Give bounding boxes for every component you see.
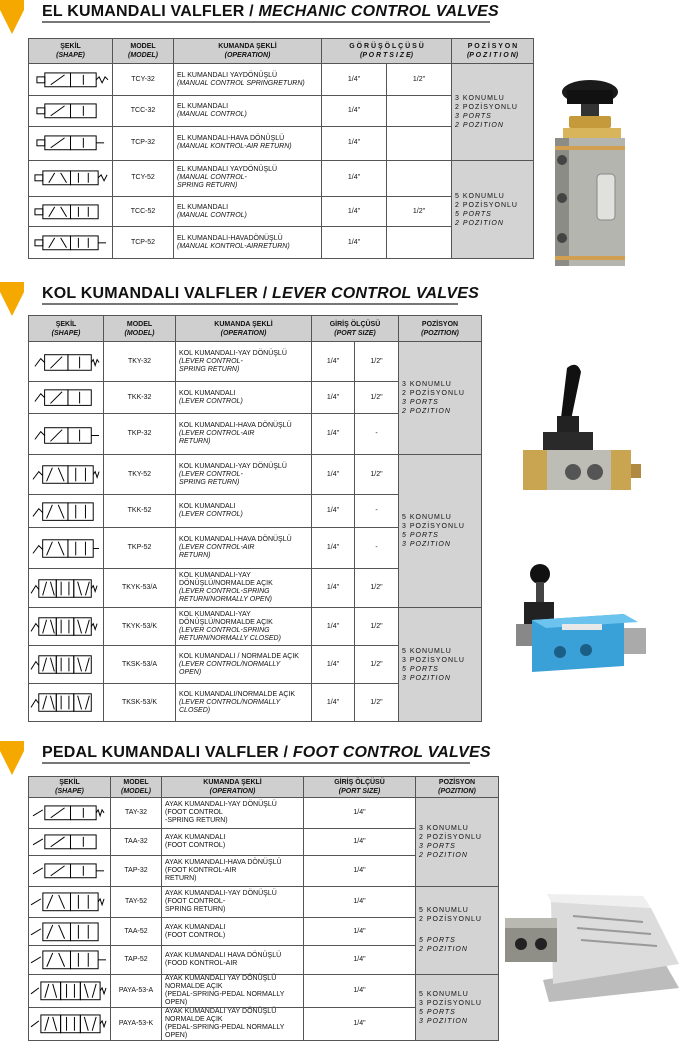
model: TCP-52 [113,227,174,259]
valve-symbol-icon [31,831,108,853]
operation: AYAK KUMANDALI (FOOT CONTROL) [162,829,304,856]
port-size-1: 1/4" [322,96,387,127]
title-rule [42,762,470,764]
valve-symbol [29,96,113,127]
valve-symbol [29,886,111,917]
valve-symbol-icon [31,199,110,225]
col-position: POZİSYON (POZITION) [399,316,482,342]
col-operation: KUMANDA ŞEKLİ (OPERATION) [174,39,322,64]
valve-symbol [29,646,104,684]
section-header-mechanic [0,0,691,28]
table-row [29,342,482,382]
valve-symbol-icon [31,1012,108,1036]
operation: AYAK KUMANDALI-HAVA DÖNÜŞLÜ (FOOT KONTROL-AIR RETURN) [162,855,304,886]
table-row [29,975,499,1008]
port-size-1: 1/4" [312,684,355,722]
section-header-foot [0,741,691,769]
title-tr: EL KUMANDALI VALFLER [42,3,245,20]
operation: KOL KUMANDALI-HAVA DÖNÜŞLÜ (LEVER CONTROL-AIR RETURN) [176,414,312,455]
port-size-2: 1/2" [355,382,399,414]
valve-symbol [29,382,104,414]
accent-bar [0,0,24,10]
model: TKYK-53/K [104,608,176,646]
operation: EL KUMANDALI (MANUAL CONTROL) [174,96,322,127]
lever-valve-blue-image [512,562,652,687]
port-size: 1/4" [304,975,416,1008]
port-size-2: - [355,528,399,569]
valve-symbol-icon [31,418,101,451]
port-size-1: 1/4" [312,382,355,414]
operation: AYAK KUMANDALI YAY DÖNÜŞLÜ NORMALDE AÇIK (PEDAL-SPRING-PEDAL NORMALLY OPEN) [162,975,304,1008]
port-size-1: 1/4" [312,569,355,608]
port-size-2: 1/2" [387,64,452,96]
table-header-row [29,316,482,342]
model: TKP-32 [104,414,176,455]
lever-valves-table [28,315,482,722]
model: TKP-52 [104,528,176,569]
port-size-1: 1/4" [322,64,387,96]
operation: AYAK KUMANDALI-YAY DÖNÜŞLÜ (FOOT CONTROL- SPRING RETURN) [162,886,304,917]
model: TAP-32 [111,855,162,886]
operation: EL KUMANDALI (MANUAL CONTROL) [174,196,322,227]
model: TCC-32 [113,96,174,127]
valve-symbol [29,414,104,455]
valve-symbol-icon [31,800,108,826]
model: TCP-32 [113,126,174,160]
push-button-valve-image [545,78,635,268]
accent-bar [0,282,24,292]
lever-valve-image [515,360,645,495]
section-title [42,3,499,21]
col-model: MODEL (MODEL) [111,777,162,798]
model: TKK-32 [104,382,176,414]
operation: AYAK KUMANDALI YAY DÖNÜŞLÜ NORMALDE AÇIK (PEDAL-SPRING-PEDAL NORMALLY OPEN) [162,1008,304,1041]
model: PAYA-53-K [111,1008,162,1041]
operation: EL KUMANDALI YAYDÖNÜŞLÜ (MANUAL CONTROL SPRINGRETURN) [174,64,322,96]
valve-symbol-icon [31,920,108,944]
col-port-size: GİRİŞ ÖLÇÜSÜ (PORT SIZE) [312,316,399,342]
table-row [29,455,482,495]
valve-symbol-icon [31,165,110,191]
port-size: 1/4" [304,886,416,917]
model: TCC-52 [113,196,174,227]
valve-symbol-icon [31,889,108,915]
foot-pedal-valve-image [503,880,683,1005]
port-size: 1/4" [304,829,416,856]
port-size-1: 1/4" [312,495,355,528]
valve-symbol [29,528,104,569]
port-size-2: 1/2" [387,196,452,227]
valve-symbol [29,975,111,1008]
valve-symbol [29,126,113,160]
operation: EL KUMANDALI-HAVA DÖNÜŞLÜ (MANUAL KONTROL-AIR RETURN) [174,126,322,160]
port-size: 1/4" [304,917,416,946]
operation: KOL KUMANDALI-HAVA DÖNÜŞLÜ (LEVER CONTROL-AIR RETURN) [176,528,312,569]
model: TAY-52 [111,886,162,917]
operation: KOL KUMANDALI-YAY DÖNÜŞLÜ (LEVER CONTROL- SPRING RETURN) [176,342,312,382]
model: TCY-52 [113,160,174,196]
valve-symbol-icon [31,98,110,124]
valve-symbol-icon [31,67,110,93]
foot-valves-table [28,776,499,1041]
col-port-size: G Ö R Ü Ş Ö L Ç Ü S Ü (P O R T S I Z E) [322,39,452,64]
operation: EL KUMANDALI YAYDÖNÜŞLÜ (MANUAL CONTROL- SPRING RETURN) [174,160,322,196]
operation: KOL KUMANDALI-YAY DÖNÜŞLÜ/NORMALDE AÇIK (LEVER CONTROL-SPRING RETURN/NORMALLY OPEN) [176,569,312,608]
col-shape: ŞEKİL (SHAPE) [29,777,111,798]
model: TKSK-53/A [104,646,176,684]
position-5port-3pos: 5 KONUMLU 3 POZİSYONLU 5 PORTS 3 POZITION [399,608,482,722]
valve-symbol-icon [31,532,101,565]
valve-symbol-icon [31,458,101,491]
position-5port-3pos: 5 KONUMLU 3 POZİSYONLU 5 PORTS 3 POZITION [416,975,499,1041]
valve-symbol-icon [31,686,101,719]
accent-triangle-icon [0,292,24,316]
col-port-size: GİRİŞ ÖLÇÜSÜ (PORT SIZE) [304,777,416,798]
operation: KOL KUMANDALI-YAY DÖNÜŞLÜ (LEVER CONTROL- SPRING RETURN) [176,455,312,495]
section-title: KOL KUMANDALI VALFLER / LEVER CONTROL VALVES [42,285,479,302]
operation: AYAK KUMANDALI-YAY DÖNÜŞLÜ (FOOT CONTROL -SPRING RETURN) [162,798,304,829]
table-row [29,64,534,96]
valve-symbol [29,227,113,259]
table-row [29,886,499,917]
position-3port: 3 KONUMLU 2 POZİSYONLU 3 PORTS 2 POZITION [416,798,499,887]
valve-symbol [29,196,113,227]
model: TAA-32 [111,829,162,856]
port-size-2 [387,96,452,127]
position-5port: 5 KONUMLU 2 POZİSYONLU 5 PORTS 2 POZITION [416,886,499,974]
operation: EL KUMANDALI-HAVADÖNÜŞLÜ (MANUAL KONTROL-AIRRETURN) [174,227,322,259]
port-size-1: 1/4" [322,227,387,259]
port-size-1: 1/4" [312,414,355,455]
valve-symbol [29,829,111,856]
section-header-lever [0,282,691,310]
port-size-2: 1/2" [355,646,399,684]
port-size-2: 1/2" [355,569,399,608]
col-shape: ŞEKİL (SHAPE) [29,316,104,342]
table-header-row [29,777,499,798]
port-size-2: - [355,495,399,528]
valve-symbol [29,855,111,886]
col-model: MODEL (MODEL) [113,39,174,64]
col-operation: KUMANDA ŞEKLİ (OPERATION) [162,777,304,798]
position-5port: 5 KONUMLU 3 POZİSYONLU 5 PORTS 3 POZITION [399,455,482,608]
col-position: POZİSYON (POZITION) [416,777,499,798]
table-row [29,160,534,196]
port-size: 1/4" [304,946,416,975]
port-size-1: 1/4" [312,528,355,569]
port-size-1: 1/4" [312,342,355,382]
port-size: 1/4" [304,1008,416,1041]
accent-triangle-icon [0,10,24,34]
model: TCY-32 [113,64,174,96]
valve-symbol-icon [31,572,101,605]
valve-symbol-icon [31,979,108,1003]
port-size-2 [387,160,452,196]
operation: KOL KUMANDALI (LEVER CONTROL) [176,382,312,414]
operation: KOL KUMANDALI (LEVER CONTROL) [176,495,312,528]
port-size-1: 1/4" [322,160,387,196]
model: TKY-52 [104,455,176,495]
model: TAY-32 [111,798,162,829]
table-header-row [29,39,534,64]
valve-symbol [29,64,113,96]
col-shape: ŞEKİL (SHAPE) [29,39,113,64]
port-size-1: 1/4" [312,455,355,495]
mechanic-valves-table [28,38,534,259]
section-title: PEDAL KUMANDALI VALFLER / FOOT CONTROL VALVES [42,744,491,761]
title-rule [42,21,490,23]
valve-symbol [29,160,113,196]
port-size-2: 1/2" [355,684,399,722]
port-size-2 [387,126,452,160]
col-operation: KUMANDA ŞEKLİ (OPERATION) [176,316,312,342]
valve-symbol [29,1008,111,1041]
title-sep: / [244,3,259,20]
title-en: MECHANIC CONTROL VALVES [258,3,499,20]
valve-symbol-icon [31,384,101,411]
valve-symbol [29,684,104,722]
table-row [29,608,482,646]
port-size: 1/4" [304,855,416,886]
position-3port: 3 KONUMLU 2 POZİSYONLU 3 PORTS 2 POZITION [399,342,482,455]
accent-triangle-icon [0,751,24,775]
position-5port: 5 KONUMLU 2 POZİSYONLU 5 PORTS 2 POZITION [452,160,534,259]
valve-symbol-icon [31,948,108,972]
valve-symbol [29,946,111,975]
port-size-1: 1/4" [322,126,387,160]
valve-symbol [29,608,104,646]
table-row [29,798,499,829]
port-size-1: 1/4" [322,196,387,227]
port-size-2: 1/2" [355,342,399,382]
model: TAA-52 [111,917,162,946]
port-size-2: 1/2" [355,455,399,495]
model: TKYK-53/A [104,569,176,608]
model: TKSK-53/K [104,684,176,722]
model: TAP-52 [111,946,162,975]
model: TKY-32 [104,342,176,382]
position-3port: 3 KONUMLU 2 POZİSYONLU 3 PORTS 2 POZITION [452,64,534,161]
valve-symbol-icon [31,610,101,643]
title-rule [42,303,458,305]
accent-bar [0,741,24,751]
port-size: 1/4" [304,798,416,829]
valve-symbol-icon [31,648,101,681]
operation: KOL KUMANDALI-YAY DÖNÜŞLÜ/NORMALDE AÇIK (LEVER CONTROL-SPRING RETURN/NORMALLY CLOSED) [176,608,312,646]
valve-symbol-icon [31,858,108,884]
valve-symbol-icon [31,498,101,525]
port-size-2: 1/2" [355,608,399,646]
valve-symbol-icon [31,130,110,156]
valve-symbol [29,495,104,528]
valve-symbol [29,342,104,382]
model: PAYA-53-A [111,975,162,1008]
col-model: MODEL (MODEL) [104,316,176,342]
operation: AYAK KUMANDALI (FOOT CONTROL) [162,917,304,946]
port-size-2: - [355,414,399,455]
operation: KOL KUMANDALI / NORMALDE AÇIK (LEVER CONTROL/NORMALLY OPEN) [176,646,312,684]
valve-symbol [29,917,111,946]
port-size-2 [387,227,452,259]
operation: AYAK KUMANDALI HAVA DÖNÜŞLÜ (FOOD KONTROL-AIR [162,946,304,975]
valve-symbol [29,569,104,608]
valve-symbol [29,798,111,829]
port-size-1: 1/4" [312,646,355,684]
valve-symbol-icon [31,345,101,378]
operation: KOL KUMANDALI/NORMALDE AÇIK (LEVER CONTROL/NORMALLY CLOSED) [176,684,312,722]
port-size-1: 1/4" [312,608,355,646]
model: TKK-52 [104,495,176,528]
col-position: P O Z İ S Y O N (P O Z I T I O N) [452,39,534,64]
valve-symbol-icon [31,230,110,256]
valve-symbol [29,455,104,495]
